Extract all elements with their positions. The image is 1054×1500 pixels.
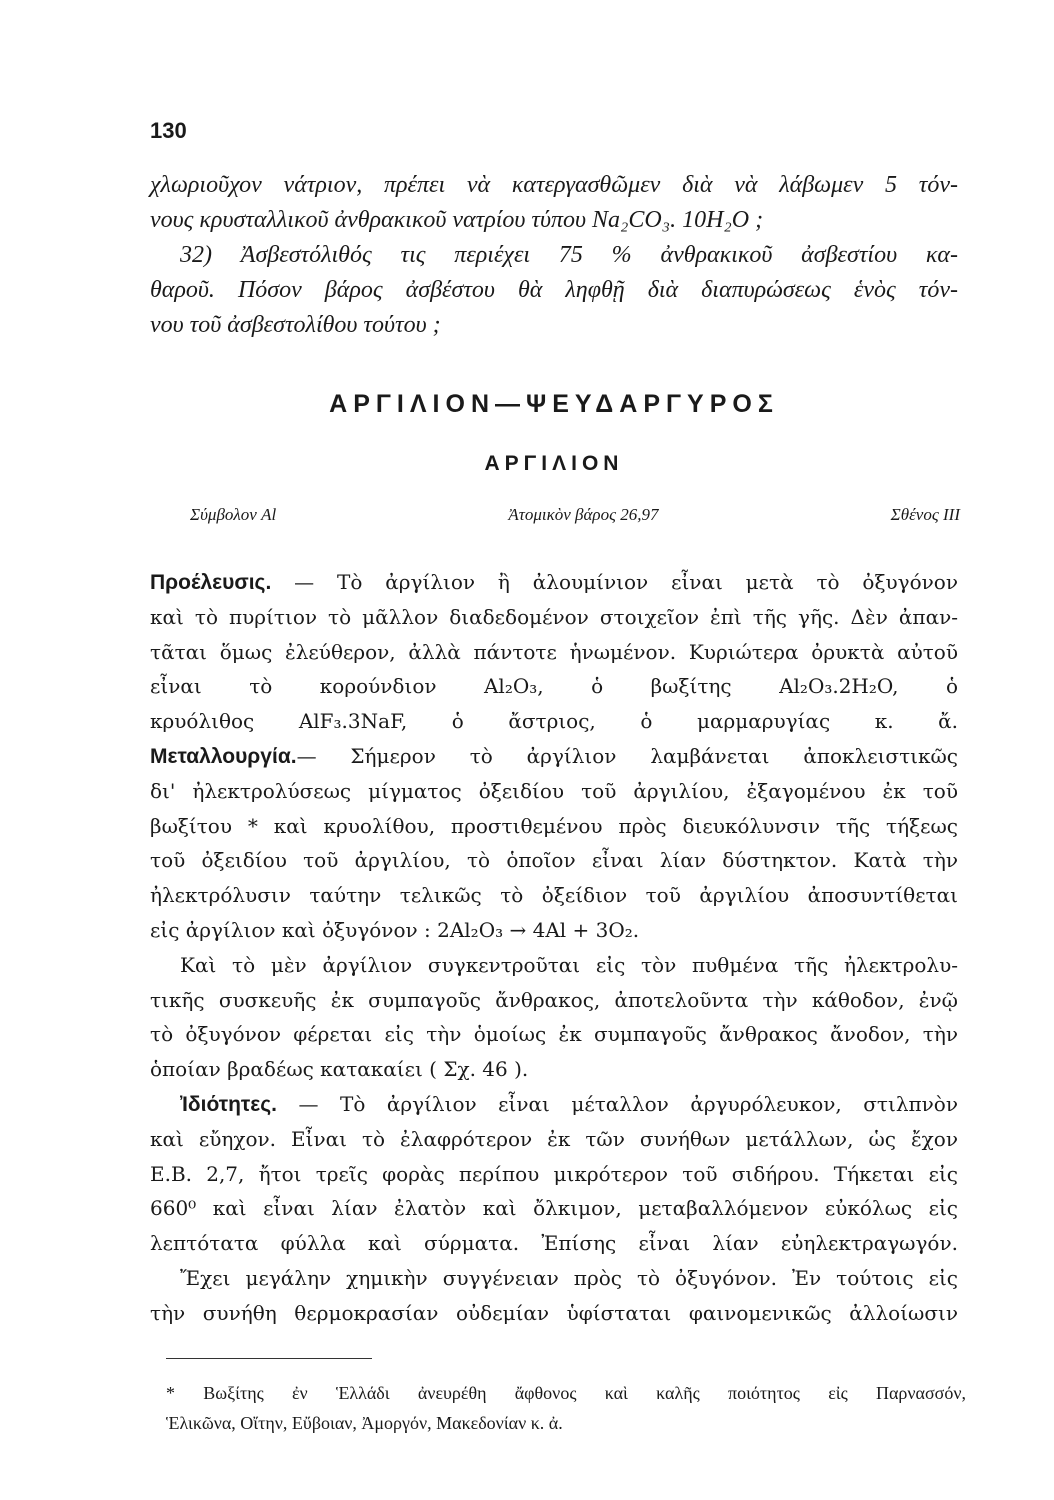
metallurgy-paragraph-line: βωξίτου * καὶ κρυολίθου, προστιθεμένου πρὸς διευκόλυνσιν τῆς τήξεως <box>150 813 958 838</box>
properties-paragraph-line: Ἰδιότητες. — Τὸ ἀργίλιον εἶναι μέταλλον ἀργυρόλευκον, στιλπνὸν <box>180 1091 958 1116</box>
footnote-divider <box>166 1358 372 1359</box>
origin-paragraph-line: κρυόλιθος AlF₃.3NaF, ὁ ἄστριος, ὁ μαρμαρυγίας κ. ἄ. <box>150 709 958 734</box>
affinity-paragraph-line: τὴν συνήθη θερμοκρασίαν οὐδεμίαν ὑφίσταται φαινομενικῶς ἀλλοίωσιν <box>150 1300 958 1325</box>
footnote-line: Ἑλικῶνα, Οἴτην, Εὔβοιαν, Ἀμοργόν, Μακεδονίαν κ. ἀ. <box>166 1413 563 1433</box>
footnote <box>166 1378 966 1438</box>
element-symbol: Σύμβολον Al <box>190 505 277 524</box>
exercise-line: χλωριοῦχον νάτριον, πρέπει νὰ κατεργασθῶμεν διὰ νὰ λάβωμεν 5 τόν- <box>150 172 958 198</box>
electrolysis-paragraph-line: ὁποίαν βραδέως κατακαίει ( Σχ. 46 ). <box>150 1057 529 1082</box>
metallurgy-heading: Μεταλλουργία. <box>150 744 297 768</box>
affinity-paragraph-line: Ἔχει μεγάλην χημικὴν συγγένειαν πρὸς τὸ ὀξυγόνον. Ἐν τούτοις εἰς <box>180 1265 958 1290</box>
properties-heading: Ἰδιότητες. <box>180 1092 277 1116</box>
metallurgy-paragraph-line: ἠλεκτρόλυσιν ταύτην τελικῶς τὸ ὀξείδιον τοῦ ἀργιλίου ἀποσυντίθεται <box>150 883 958 908</box>
metallurgy-paragraph-line: δι' ἠλεκτρολύσεως μίγματος ὀξειδίου τοῦ ἀργιλίου, ἐξαγομένου ἐκ τοῦ <box>150 778 958 803</box>
properties-paragraph-line: 660⁰ καὶ εἶναι λίαν ἐλατὸν καὶ ὄλκιμον, μεταβαλλόμενον εὐκόλως εἰς <box>150 1196 958 1221</box>
chapter-title: ΑΡΓΙΛΙΟΝ—ΨΕΥΔΑΡΓΥΡΟΣ <box>329 390 779 418</box>
metallurgy-paragraph-line: τοῦ ὀξειδίου τοῦ ἀργιλίου, τὸ ὁποῖον εἶναι λίαν δύστηκτον. Κατὰ τὴν <box>150 848 958 873</box>
atomic-weight: Ἀτομικὸν βάρος 26,97 <box>508 505 659 524</box>
properties-paragraph-line: λεπτότατα φύλλα καὶ σύρματα. Ἐπίσης εἶναι λίαν εὐηλεκτραγωγόν. <box>150 1231 958 1256</box>
exercise-line: νου τοῦ ἀσβεστολίθου τούτου ; <box>150 312 441 338</box>
page-number: 130 <box>150 118 187 143</box>
footnote-line: * Βωξίτης ἐν Ἑλλάδι ἀνευρέθη ἄφθονος καὶ καλῆς ποιότητος εἰς Παρνασσόν, <box>166 1383 966 1403</box>
valence: Σθένος III <box>890 505 960 524</box>
properties-paragraph-line: Ε.Β. 2,7, ἤτοι τρεῖς φορὰς περίπου μικρότερον τοῦ σιδήρου. Τήκεται εἰς <box>150 1161 958 1186</box>
origin-heading: Προέλευσις. <box>150 571 272 594</box>
electrolysis-paragraph-line: Καὶ τὸ μὲν ἀργίλιον συγκεντροῦται εἰς τὸν πυθμένα τῆς ἠλεκτρολυ- <box>180 952 958 977</box>
main-text <box>150 565 958 1331</box>
metallurgy-paragraph-line: Μεταλλουργία.— Σήμερον τὸ ἀργίλιον λαμβάνεται ἀποκλειστικῶς <box>150 743 958 768</box>
electrolysis-paragraph-line: τικῆς συσκευῆς ἐκ συμπαγοῦς ἄνθρακος, ἀποτελοῦντα τὴν κάθοδον, ἐνῷ <box>150 987 958 1012</box>
electrolysis-paragraph-line: τὸ ὀξυγόνον φέρεται εἰς τὴν ὁμοίως ἐκ συμπαγοῦς ἄνθρακος ἄνοδον, τὴν <box>150 1022 958 1047</box>
origin-paragraph-line: τᾶται ὅμως ἐλεύθερον, ἀλλὰ πάντοτε ἡνωμένον. Κυριώτερα ὀρυκτὰ αὐτοῦ <box>150 639 958 664</box>
origin-paragraph-line: καὶ τὸ πυρίτιον τὸ μᾶλλον διαδεδομένον στοιχεῖον ἐπὶ τῆς γῆς. Δὲν ἀπαν- <box>150 604 958 629</box>
exercise-line: θαροῦ. Πόσον βάρος ἀσβέστου θὰ ληφθῇ διὰ διαπυρώσεως ἑνὸς τόν- <box>150 277 958 303</box>
section-title: ΑΡΓΙΛΙΟΝ <box>484 452 624 475</box>
origin-paragraph-line: εἶναι τὸ κορούνδιον Al₂O₃, ὁ βωξίτης Al₂O₃.2H₂O, ὁ <box>150 674 958 699</box>
exercise-block <box>150 168 958 343</box>
element-properties <box>190 505 960 525</box>
properties-paragraph-line: καὶ εὔηχον. Εἶναι τὸ ἐλαφρότερον ἐκ τῶν συνήθων μετάλλων, ὡς ἔχον <box>150 1126 958 1151</box>
origin-paragraph-line: Προέλευσις. — Τὸ ἀργίλιον ἢ ἀλουμίνιον εἶναι μετὰ τὸ ὀξυγόνον <box>150 570 958 594</box>
exercise-line: 32) Ἀσβεστόλιθός τις περιέχει 75 % ἀνθρακικοῦ ἀσβεστίου κα- <box>180 242 958 268</box>
exercise-line: νους κρυσταλλικοῦ ἀνθρακικοῦ νατρίου τύπου Na₂CO₃. 10H₂O ; <box>150 207 764 233</box>
metallurgy-paragraph-line: εἰς ἀργίλιον καὶ ὀξυγόνον : 2Al₂O₃ → 4Al + 3O₂. <box>150 917 640 942</box>
